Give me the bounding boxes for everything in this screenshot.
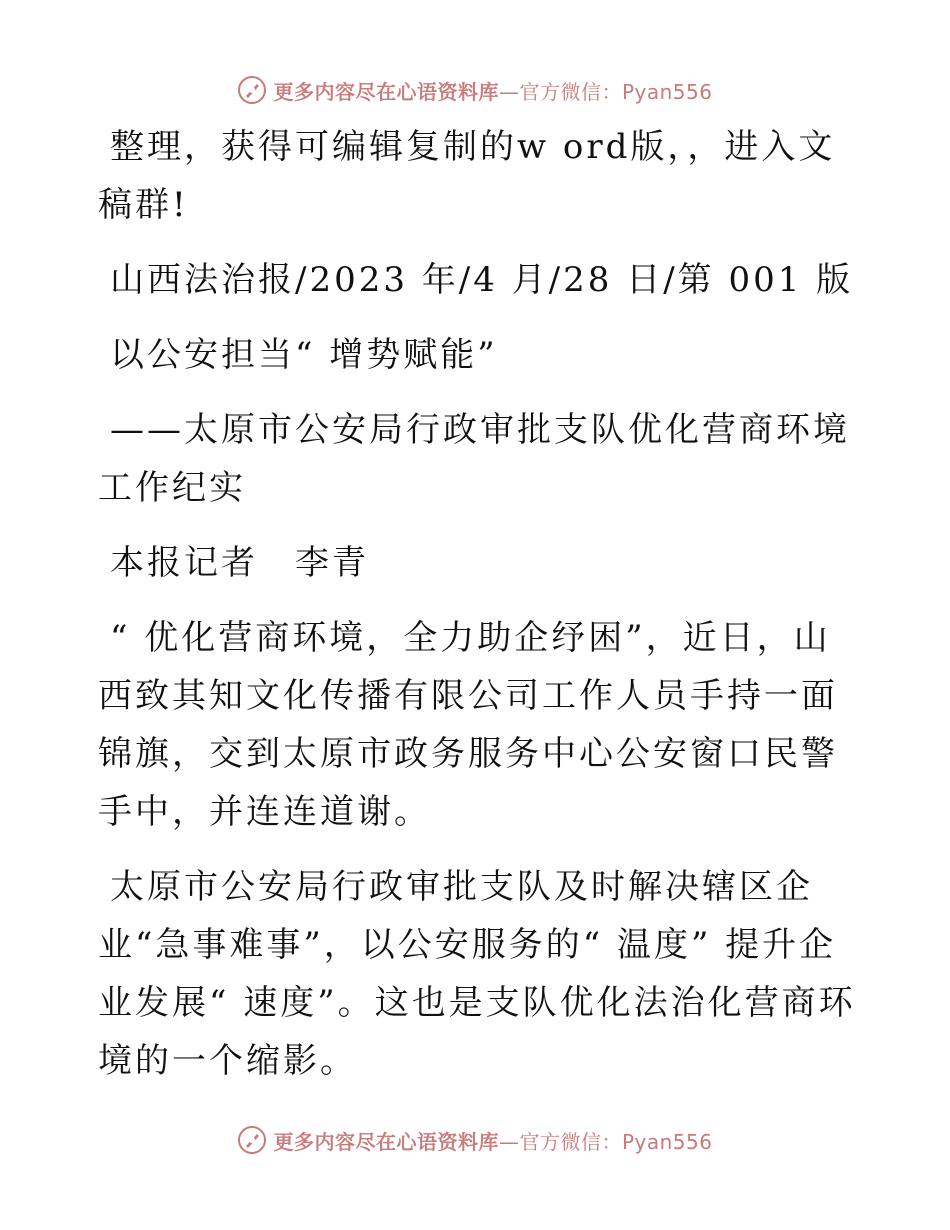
document-body: [98, 118, 858, 1090]
source-line: 山西法治报/2023 年/4 月/28 日/第 001 版: [110, 260, 854, 300]
body-paragraph-1: “ 优化营商环境，全力助企纾困”，近日，山西致其知文化传播有限公司工作人员手持一面锦旗，交到太原市政务服务中心公安窗口民警手中，并连连道谢。: [98, 618, 838, 832]
header-watermark: [0, 70, 950, 110]
body-paragraph-2: 太原市公安局行政审批支队及时解决辖区企业“急事难事”，以公安服务的“ 温度” 提升企业发展“ 速度”。这也是支队优化法治化营商环境的一个缩影。: [98, 867, 856, 1081]
quill-logo-icon: [237, 1125, 267, 1155]
intro-text: 整理，获得可编辑复制的w ord版，，进入文稿群!: [98, 127, 836, 225]
watermark-main-text: 更多内容尽在心语资料库: [273, 1129, 499, 1154]
byline: 本报记者 李青: [110, 543, 369, 583]
quill-logo-icon: [237, 75, 267, 105]
watermark-main-text: 更多内容尽在心语资料库: [273, 79, 499, 104]
footer-watermark: [0, 1120, 950, 1160]
headline: 以公安担当“ 增势赋能”: [110, 335, 498, 375]
subheadline: ——太原市公安局行政审批支队优化营商环境工作纪实: [98, 410, 850, 508]
watermark-sub-text: —官方微信：Pyan556: [498, 79, 713, 104]
watermark-sub-text: —官方微信：Pyan556: [498, 1129, 713, 1154]
